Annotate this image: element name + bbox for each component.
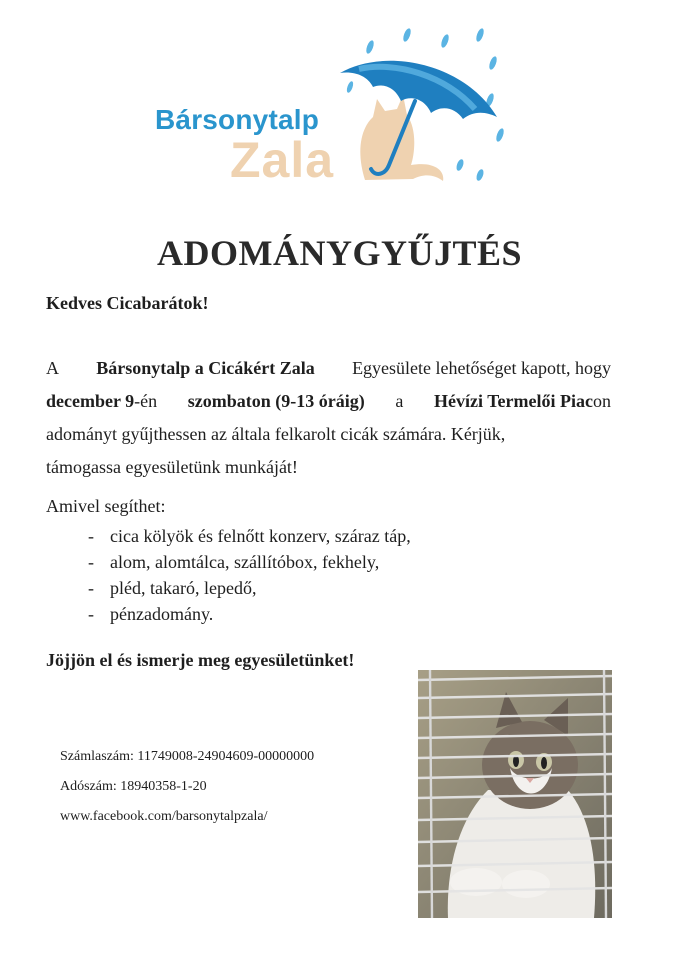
event-date: december 9	[46, 391, 135, 411]
paragraph-line-4: támogassa egyesületünk munkáját!	[46, 457, 298, 477]
list-item: - pénzadomány.	[88, 601, 411, 627]
page-title: ADOMÁNYGYŰJTÉS	[156, 233, 522, 273]
greeting: Kedves Cicabarátok!	[46, 293, 209, 313]
list-item: - pléd, takaró, lepedő,	[88, 575, 411, 601]
tax-number: Adószám: 18940358-1-20	[60, 779, 207, 794]
organization-name: Bársonytalp a Cicákért Zala	[96, 358, 315, 378]
kitten-in-cage-photo	[418, 670, 612, 918]
logo-wordmark-top: Bársonytalp	[155, 104, 320, 135]
facebook-link[interactable]: www.facebook.com/barsonytalpzala/	[60, 809, 268, 824]
event-venue: Hévízi Termelői Piac	[434, 391, 593, 411]
paragraph-line-2: december 9-én szombaton (9-13 óráig) a Hévízi Termelői Piacon	[46, 385, 611, 418]
logo-wordmark-bottom: Zala	[230, 132, 335, 188]
help-intro: Amivel segíthet:	[46, 496, 166, 516]
list-item: - cica kölyök és felnőtt konzerv, száraz táp,	[88, 523, 411, 549]
list-item: - alom, alomtálca, szállítóbox, fekhely,	[88, 549, 411, 575]
donation-items-list	[88, 523, 411, 627]
paragraph-line-3: adományt gyűjthessen az általa felkarolt cicák számára. Kérjük,	[46, 424, 506, 444]
call-to-action: Jöjjön el és ismerje meg egyesületünket!	[46, 650, 355, 670]
bank-account-number: Számlaszám: 11749008-24904609-00000000	[60, 749, 315, 764]
organization-logo	[145, 25, 515, 195]
paragraph-line-1: A Bársonytalp a Cicákért Zala Egyesülete lehetőséget kapott, hogy	[46, 352, 611, 385]
announcement-paragraph	[46, 352, 611, 484]
event-time: szombaton (9-13 óráig)	[187, 391, 365, 411]
